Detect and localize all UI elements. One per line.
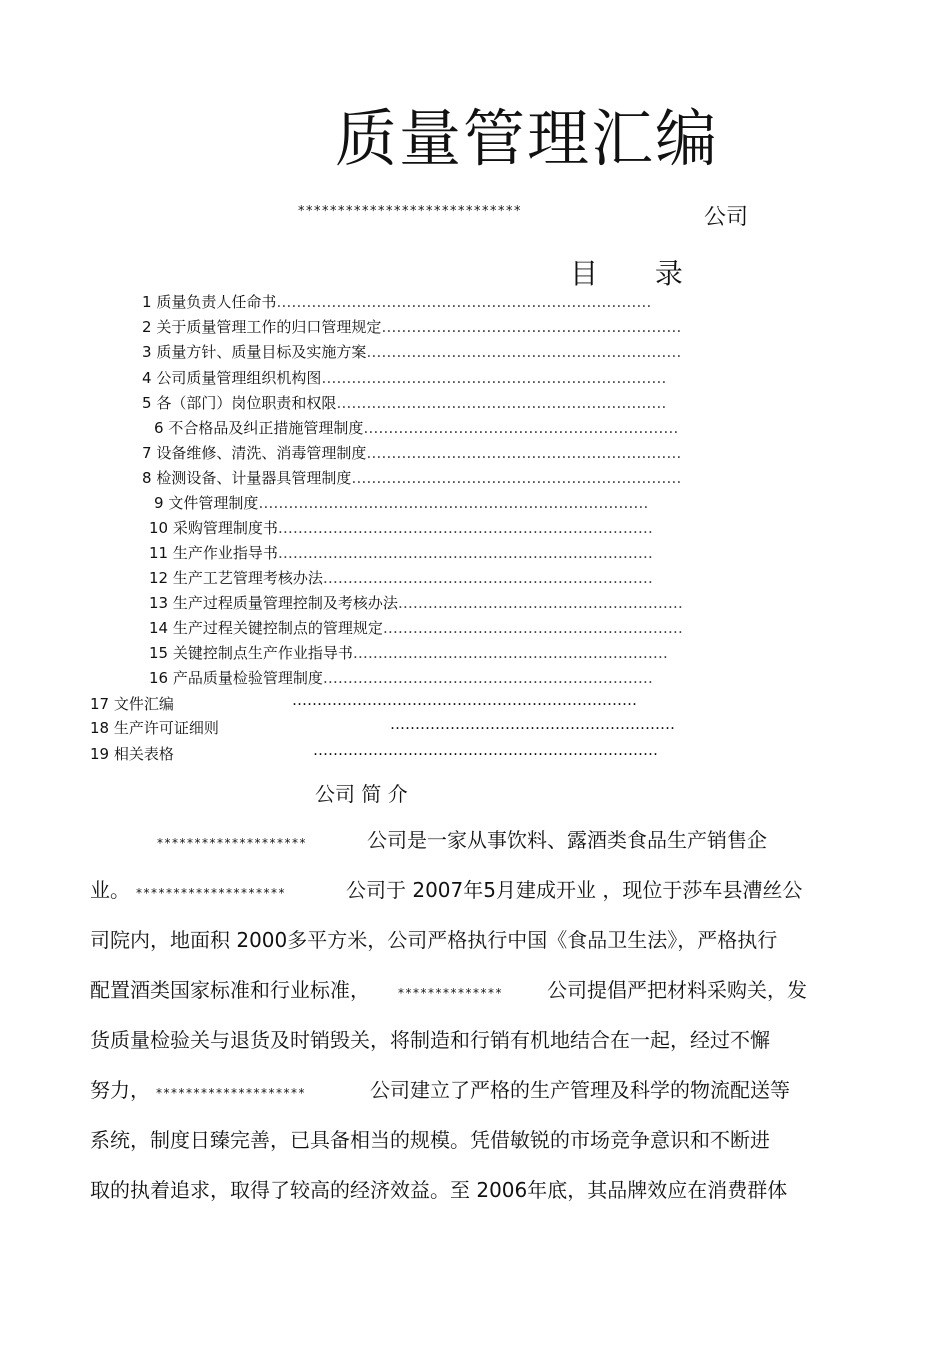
toc-item-number: 19 bbox=[90, 745, 110, 763]
toc-heading: 目 录 bbox=[570, 257, 707, 290]
toc-item-leader: …………………………………………………… bbox=[382, 619, 683, 637]
toc-item-number: 16 bbox=[149, 669, 169, 687]
toc-item-label: 相关表格 bbox=[113, 745, 174, 763]
toc-item bbox=[90, 718, 219, 738]
company-word: 公司 bbox=[704, 205, 749, 230]
intro-text: 业。 bbox=[90, 878, 130, 902]
toc-item-leader: ………………………………………………………… bbox=[336, 394, 667, 412]
toc-item-label: 质量方针、质量目标及实施方案 bbox=[156, 343, 367, 361]
toc-item-leader: ………………………………………………………………… bbox=[277, 519, 653, 537]
document-title: 质量管理汇编 bbox=[335, 102, 720, 175]
toc-item-label: 公司质量管理组织机构图 bbox=[156, 369, 322, 387]
toc-item-label: 关键控制点生产作业指导书 bbox=[172, 644, 353, 662]
toc-item bbox=[154, 493, 648, 513]
toc-item bbox=[90, 694, 174, 714]
toc-item-label: 设备维修、清洗、消毒管理制度 bbox=[156, 444, 367, 462]
intro-line: 货质量检验关与退货及时销毁关，将制造和行销有机地结合在一起，经过不懈 bbox=[90, 1028, 770, 1052]
toc-item-label: 生产许可证细则 bbox=[113, 719, 219, 737]
toc-item bbox=[149, 543, 653, 563]
toc-item-label: 生产作业指导书 bbox=[172, 544, 278, 562]
intro-line: 取的执着追求，取得了较高的经济效益。至 2006年底，其品牌效应在消费群体 bbox=[90, 1178, 788, 1202]
intro-text: 努力， bbox=[90, 1078, 150, 1102]
toc-item bbox=[154, 418, 678, 438]
toc-item-number: 17 bbox=[90, 695, 110, 713]
toc-item-leader: ………………………………………………………………… bbox=[277, 544, 653, 562]
company-name-redacted: ************** bbox=[398, 986, 503, 1000]
toc-item-label: 检测设备、计量器具管理制度 bbox=[156, 469, 352, 487]
toc-item-number: 12 bbox=[149, 569, 169, 587]
toc-item-label: 生产过程关键控制点的管理规定 bbox=[172, 619, 383, 637]
toc-item-label: 生产工艺管理考核办法 bbox=[172, 569, 323, 587]
toc-item-label: 质量负责人任命书 bbox=[156, 293, 277, 311]
toc-item-label: 生产过程质量管理控制及考核办法 bbox=[172, 594, 398, 612]
toc-item-number: 5 bbox=[142, 394, 152, 412]
toc-item bbox=[142, 443, 681, 463]
intro-line: 系统，制度日臻完善，已具备相当的规模。凭借敏锐的市场竞争意识和不断进 bbox=[90, 1128, 770, 1152]
toc-item bbox=[149, 618, 683, 638]
company-name-redacted: ******************** bbox=[157, 836, 307, 850]
toc-item-leader: ……………………………………………………… bbox=[366, 444, 682, 462]
toc-item-number: 11 bbox=[149, 544, 169, 562]
toc-item-number: 10 bbox=[149, 519, 169, 537]
toc-item bbox=[142, 292, 651, 312]
toc-item-label: 不合格品及纠正措施管理制度 bbox=[168, 419, 364, 437]
toc-item-leader: …………………………………………………………… bbox=[292, 691, 637, 709]
intro-text: 公司建立了严格的生产管理及科学的物流配送等 bbox=[370, 1078, 790, 1102]
toc-item bbox=[149, 568, 653, 588]
toc-item-label: 采购管理制度书 bbox=[172, 519, 278, 537]
intro-text: 公司于 2007年5月建成开业 ，现位于莎车县漕丝公 bbox=[346, 878, 803, 902]
toc-item-leader: …………………………………………………………………… bbox=[258, 494, 649, 512]
toc-item-number: 15 bbox=[149, 644, 169, 662]
toc-item-number: 14 bbox=[149, 619, 169, 637]
toc-item-number: 9 bbox=[154, 494, 164, 512]
intro-line bbox=[90, 976, 807, 1007]
toc-item-leader: ………………………………………………… bbox=[397, 594, 683, 612]
toc-item-label: 文件管理制度 bbox=[168, 494, 259, 512]
toc-item-leader: ………………………………………………………… bbox=[322, 569, 653, 587]
intro-text: 公司提倡严把材料采购关，发 bbox=[547, 978, 807, 1002]
toc-item-number: 18 bbox=[90, 719, 110, 737]
toc-item bbox=[149, 643, 668, 663]
toc-item bbox=[90, 744, 174, 764]
toc-item bbox=[149, 668, 653, 688]
toc-item-label: 产品质量检验管理制度 bbox=[172, 669, 323, 687]
toc-item-leader: ……………………………………………………… bbox=[352, 644, 668, 662]
toc-item bbox=[149, 518, 653, 538]
toc-item-leader: ………………………………………………… bbox=[390, 715, 675, 733]
toc-item-number: 4 bbox=[142, 369, 152, 387]
toc-item-leader: ………………………………………………………… bbox=[351, 469, 682, 487]
toc-item bbox=[149, 593, 683, 613]
intro-line bbox=[90, 1076, 790, 1107]
toc-item-leader: …………………………………………………… bbox=[381, 318, 682, 336]
intro-line: 司院内，地面积 2000多平方米，公司严格执行中国《食品卫生法》，严格执行 bbox=[90, 928, 778, 952]
toc-item-leader: ……………………………………………………… bbox=[366, 343, 682, 361]
toc-item-leader: …………………………………………………………… bbox=[321, 369, 667, 387]
toc-item bbox=[142, 368, 666, 388]
intro-heading: 公司 简 介 bbox=[315, 782, 408, 806]
toc-item bbox=[142, 317, 681, 337]
toc-item-leader: ………………………………………………………………… bbox=[276, 293, 652, 311]
company-name-redacted: ******************** bbox=[156, 1086, 306, 1100]
toc-item bbox=[142, 393, 666, 413]
toc-item bbox=[142, 342, 681, 362]
toc-item-number: 13 bbox=[149, 594, 169, 612]
intro-line bbox=[90, 876, 802, 907]
company-name-redacted: ******************** bbox=[136, 886, 286, 900]
toc-item-label: 各（部门）岗位职责和权限 bbox=[156, 394, 337, 412]
toc-item-label: 关于质量管理工作的归口管理规定 bbox=[156, 318, 382, 336]
toc-item-number: 6 bbox=[154, 419, 164, 437]
toc-item-number: 2 bbox=[142, 318, 152, 336]
toc-item-number: 3 bbox=[142, 343, 152, 361]
toc-item-number: 1 bbox=[142, 293, 152, 311]
toc-item-leader: ……………………………………………………… bbox=[363, 419, 679, 437]
toc-item-leader: ………………………………………………………… bbox=[322, 669, 653, 687]
toc-item-number: 8 bbox=[142, 469, 152, 487]
toc-item bbox=[142, 468, 681, 488]
company-name-redacted: **************************** bbox=[298, 204, 522, 219]
toc-item-leader: …………………………………………………………… bbox=[313, 741, 658, 759]
intro-text: 公司是一家从事饮料、露酒类食品生产销售企 bbox=[367, 828, 767, 852]
toc-item-number: 7 bbox=[142, 444, 152, 462]
intro-line bbox=[157, 826, 767, 857]
intro-text: 配置酒类国家标准和行业标准， bbox=[90, 978, 370, 1002]
toc-item-label: 文件汇编 bbox=[113, 695, 174, 713]
